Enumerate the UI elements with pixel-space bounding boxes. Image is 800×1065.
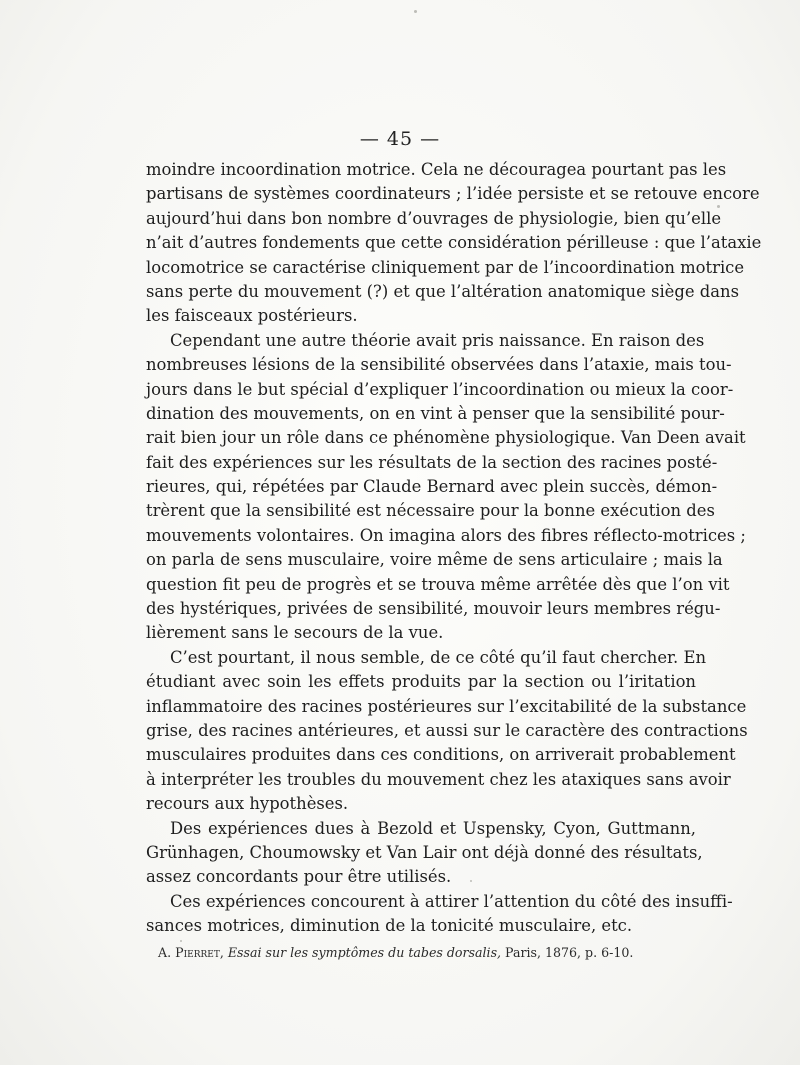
paragraph <box>146 158 762 329</box>
text-line: inflammatoire des racines postérieures sur l’excitabilité de la substance <box>146 696 747 716</box>
scan-speck <box>414 10 417 13</box>
footnote <box>158 944 678 962</box>
paragraph <box>146 329 746 646</box>
scan-speck <box>180 940 182 942</box>
paragraph <box>146 890 733 939</box>
text-line: étudiant avec soin les effets produits par la section ou l’iritation <box>146 672 696 692</box>
text-line: sans perte du mouvement (?) et que l’altération anatomique siège dans <box>146 281 740 301</box>
text-line: rait bien jour un rôle dans ce phénomène physiologique. Van Deen avait <box>146 428 746 448</box>
paragraph <box>146 817 703 890</box>
text-line: mouvements volontaires. On imagina alors des fibres réflecto-motrices ; <box>146 525 746 545</box>
text-line: nombreuses lésions de la sensibilité observées dans l’ataxie, mais tou- <box>146 355 732 375</box>
text-line: partisans de systèmes coordinateurs ; l’idée persiste et se retouve encore <box>146 184 760 204</box>
scan-speck <box>470 880 472 882</box>
body-text <box>146 158 762 939</box>
text-line: lièrement sans le secours de la vue. <box>146 623 444 643</box>
text-line: grise, des racines antérieures, et aussi sur le caractère des contractions <box>146 720 748 740</box>
text-line: assez concordants pour être utilisés. <box>146 867 452 887</box>
text-line: musculaires produites dans ces conditions, on arriverait probablement <box>146 745 736 765</box>
text-line: locomotrice se caractérise cliniquement par de l’incoordination motrice <box>146 257 745 277</box>
text-line: fait des expériences sur les résultats de la section des racines posté- <box>146 452 718 472</box>
text-line: sances motrices, diminution de la tonicité musculaire, etc. <box>146 916 633 936</box>
footnote-title: Essai sur les symptômes du tabes dorsalis, <box>227 945 502 960</box>
text-line: jours dans le but spécial d’expliquer l’incoordination ou mieux la coor- <box>146 379 734 399</box>
text-line: recours aux hypothèses. <box>146 794 349 814</box>
text-line: moindre incoordination motrice. Cela ne découragea pourtant pas les <box>146 160 727 179</box>
text-line: on parla de sens musculaire, voire même de sens articulaire ; mais la <box>146 550 723 570</box>
footnote-publication: Paris, 1876, p. 6-10. <box>505 945 634 960</box>
scan-speck <box>717 205 720 208</box>
text-line: rieures, qui, répétées par Claude Bernard avec plein succès, démon- <box>146 477 718 497</box>
text-line: Des expériences dues à Bezold et Uspensky, Cyon, Guttmann, <box>170 818 696 838</box>
text-line: des hystériques, privées de sensibilité, mouvoir leurs membres régu- <box>146 599 721 619</box>
footnote-author: A. Pierret, <box>158 945 224 960</box>
text-line: question fit peu de progrès et se trouva même arrêtée dès que l’on vit <box>146 574 730 594</box>
text-line: C’est pourtant, il nous semble, de ce côté qu’il faut chercher. En <box>170 647 707 667</box>
text-line: n’ait d’autres fondements que cette considération périlleuse : que l’ataxie <box>146 233 762 253</box>
text-line: à interpréter les troubles du mouvement chez les ataxiques sans avoir <box>146 769 731 789</box>
text-line: Grünhagen, Choumowsky et Van Lair ont déjà donné des résultats, <box>146 842 703 862</box>
text-line: Cependant une autre théorie avait pris naissance. En raison des <box>170 330 705 350</box>
text-line: dination des mouvements, on en vint à penser que la sensibilité pour- <box>146 403 725 423</box>
text-line: les faisceaux postérieurs. <box>146 306 358 326</box>
paragraph <box>146 646 748 817</box>
text-line: Ces expériences concourent à attirer l’attention du côté des insuffi- <box>170 891 733 911</box>
text-line: trèrent que la sensibilité est nécessaire pour la bonne exécution des <box>146 501 715 521</box>
page-number: — 45 — <box>359 128 441 150</box>
text-line: aujourd’hui dans bon nombre d’ouvrages de physiologie, bien qu’elle <box>146 208 722 228</box>
